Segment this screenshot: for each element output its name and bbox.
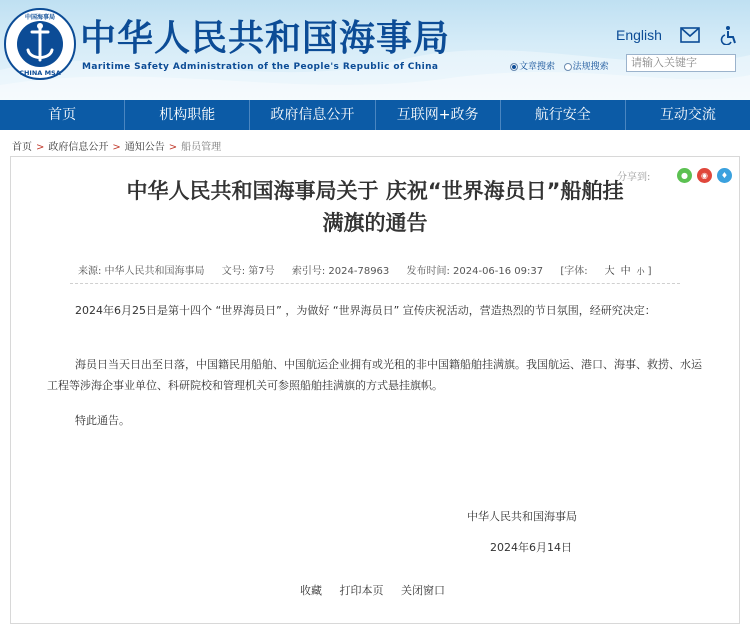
article-title-line2: 满旗的通告 <box>322 211 428 235</box>
site-header <box>0 0 750 100</box>
search-input[interactable]: 请输入关键字 <box>626 54 736 72</box>
article-paragraph-2: 海员日当天日出至日落，中国籍民用船舶、中国航运企业拥有或光租的非中国籍船舶挂满旗。我国航运、港口、海事、救捞、水运工程等涉海企事业单位、科研院校和管理机关可参照船舶挂满旗的方式悬挂旗帜。 <box>47 358 702 392</box>
article-title-line1: 中华人民共和国海事局关于 庆祝“世界海员日”船舶挂 <box>126 179 624 203</box>
logo-text-cn: 中国海事局 <box>24 14 56 21</box>
search-option-articles[interactable]: 文章搜索 <box>510 62 555 72</box>
signature-date: 2024年6月14日 <box>490 541 572 554</box>
english-link[interactable]: English <box>616 27 662 43</box>
font-size-medium[interactable]: 中 <box>620 266 631 277</box>
breadcrumb-home[interactable]: 首页 <box>12 142 32 153</box>
breadcrumb-separator: > <box>112 142 121 153</box>
breadcrumb-separator: > <box>168 142 178 153</box>
msa-logo-icon[interactable] <box>4 8 76 80</box>
accessibility-icon[interactable] <box>720 25 738 45</box>
breadcrumb-separator: > <box>36 142 45 153</box>
article-title <box>0 175 750 239</box>
font-size-controls: [字体: 大 中 小 ] <box>560 266 652 277</box>
wechat-share-icon[interactable]: ● <box>677 168 692 183</box>
meta-source: 来源: 中华人民共和国海事局 <box>78 266 205 277</box>
search-option-regulations[interactable]: 法规搜索 <box>564 62 609 72</box>
search-options <box>510 59 609 72</box>
font-size-small[interactable]: 小 <box>636 267 645 276</box>
nav-item-internet-gov[interactable]: 互联网+政务 <box>376 100 501 130</box>
article-actions <box>300 582 459 598</box>
site-title-en: Maritime Safety Administration of the People's Republic of China <box>82 62 439 72</box>
mail-icon[interactable] <box>680 27 700 43</box>
radio-regulations[interactable] <box>564 63 572 71</box>
share-label: 分享到: <box>617 172 651 183</box>
radio-articles[interactable] <box>510 63 518 71</box>
font-size-large[interactable]: 大 <box>604 266 615 277</box>
print-link[interactable]: 打印本页 <box>339 584 384 597</box>
site-title-cn: 中华人民共和国海事局 <box>80 18 451 59</box>
meta-doc-no: 文号: 第7号 <box>221 266 275 277</box>
collect-link[interactable]: 收藏 <box>300 584 322 597</box>
logo-text-en: CHINA MSA <box>19 69 61 77</box>
breadcrumb-gov-info[interactable]: 政府信息公开 <box>48 142 109 153</box>
nav-item-gov-info[interactable]: 政府信息公开 <box>250 100 375 130</box>
close-window-link[interactable]: 关闭窗口 <box>401 584 445 597</box>
meta-publish-time: 发布时间: 2024-06-16 09:37 <box>406 266 544 277</box>
article-paragraph-3: 特此通告。 <box>75 414 130 427</box>
article-paragraph-1: 2024年6月25日是第十四个 “世界海员日” ，为做好 “世界海员日” 宣传庆祝活动，营造热烈的节日氛围，经研究决定： <box>75 304 656 317</box>
breadcrumb-notices[interactable]: 通知公告 <box>124 142 165 153</box>
weibo-share-icon[interactable]: ◉ <box>697 168 712 183</box>
article-meta <box>78 262 680 277</box>
nav-item-functions[interactable]: 机构职能 <box>125 100 250 130</box>
nav-item-interaction[interactable]: 互动交流 <box>659 107 716 123</box>
breadcrumb <box>12 138 221 153</box>
meta-divider <box>70 283 680 285</box>
nav-item-home[interactable]: 首页 <box>0 100 125 130</box>
meta-index-no: 索引号: 2024-78963 <box>291 266 390 277</box>
breadcrumb-current: 船员管理 <box>181 142 222 153</box>
nav-item-navigation-safety[interactable]: 航行安全 <box>501 100 626 130</box>
main-nav <box>0 100 750 130</box>
signature: 中华人民共和国海事局 <box>467 510 577 523</box>
qq-share-icon[interactable]: ♦ <box>717 168 732 183</box>
